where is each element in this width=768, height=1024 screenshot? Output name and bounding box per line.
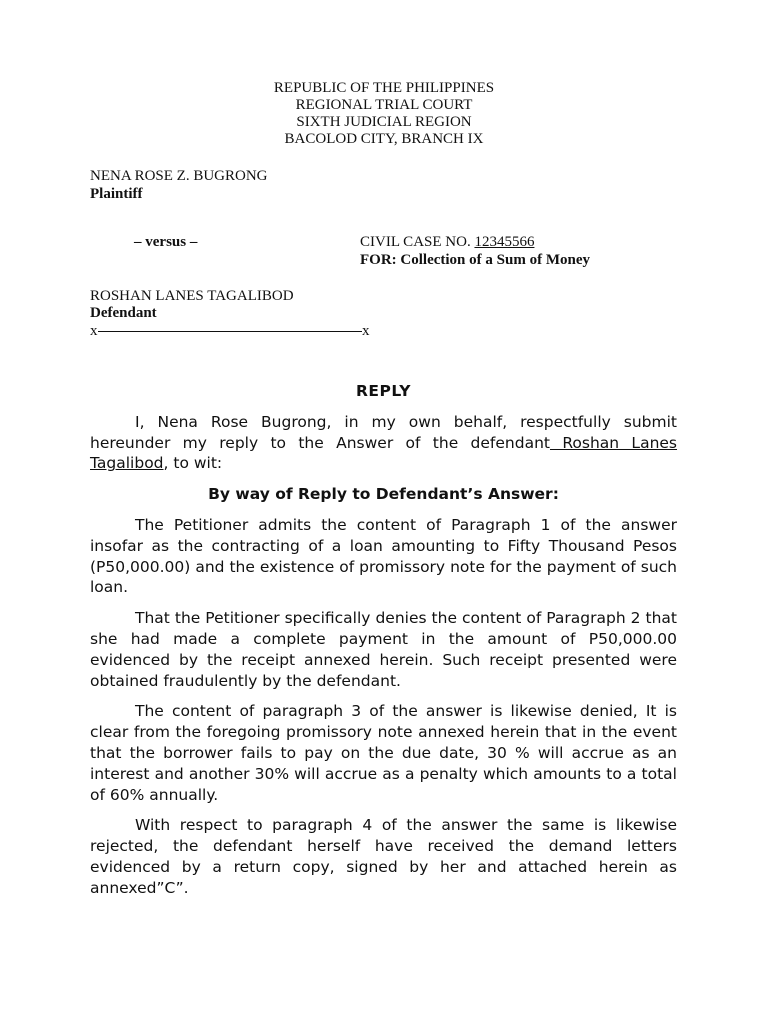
case-number-line: [360, 234, 534, 251]
header-court: REGIONAL TRIAL COURT: [295, 97, 473, 113]
case-label: CIVIL CASE NO.: [360, 234, 475, 250]
defendant-name-inline: Roshan Lanes Tagalibod: [90, 433, 678, 473]
intro-paragraph: [90, 412, 677, 474]
header-republic: REPUBLIC OF THE PHILIPPINES: [273, 80, 495, 96]
plaintiff-label: Plaintiff: [90, 186, 143, 202]
section-heading: By way of Reply to Defendant’s Answer:: [208, 485, 559, 504]
separator-start: x: [90, 323, 98, 339]
separator-rule: [98, 331, 362, 332]
intro-text: I, Nena Rose Bugrong, in my own behalf, respectfully submit hereunder my reply to the Answer of the defendant: [90, 412, 677, 452]
versus-label: – versus –: [134, 234, 198, 250]
caption-separator: [90, 323, 380, 340]
defendant-name: ROSHAN LANES TAGALIBOD: [90, 288, 294, 304]
case-nature-text: FOR: Collection of a Sum of Money: [360, 252, 590, 268]
header-branch: BACOLOD CITY, BRANCH IX: [284, 131, 484, 147]
separator-end: x: [362, 323, 370, 339]
reply-paragraph-4: With respect to paragraph 4 of the answer the same is likewise rejected, the defendant herself have received the demand letters evidenced by a return copy, signed by her and attached herein as annexed”C”.: [90, 816, 677, 897]
case-nature: [360, 252, 590, 269]
document-body: [90, 381, 677, 909]
reply-paragraph-1: The Petitioner admits the content of Paragraph 1 of the answer insofar as the contracting of a loan amounting to Fifty Thousand Pesos (P50,000.00) and the existence of promissory note for the payment of such loan.: [90, 515, 677, 597]
court-header: [0, 80, 768, 148]
case-number: 12345566: [474, 234, 535, 250]
intro-tail: , to wit:: [163, 454, 223, 473]
header-region: SIXTH JUDICIAL REGION: [296, 114, 472, 130]
reply-paragraph-2: That the Petitioner specifically denies the content of Paragraph 2 that she had made a complete payment in the amount of P50,000.00 evidenced by the receipt annexed herein. Such receipt presented were obtained fraudulently by the defendant.: [90, 609, 677, 690]
plaintiff-name: NENA ROSE Z. BUGRONG: [90, 168, 268, 184]
document-title: REPLY: [355, 382, 412, 400]
defendant-label: Defendant: [90, 305, 157, 321]
reply-paragraph-3: The content of paragraph 3 of the answer is likewise denied, It is clear from the foregoing promissory note annexed herein that in the event that the borrower fails to pay on the due date, 30 % will accrue as an interest and another 30% will accrue as a penalty which amounts to a total of 60% annually.: [90, 702, 677, 804]
